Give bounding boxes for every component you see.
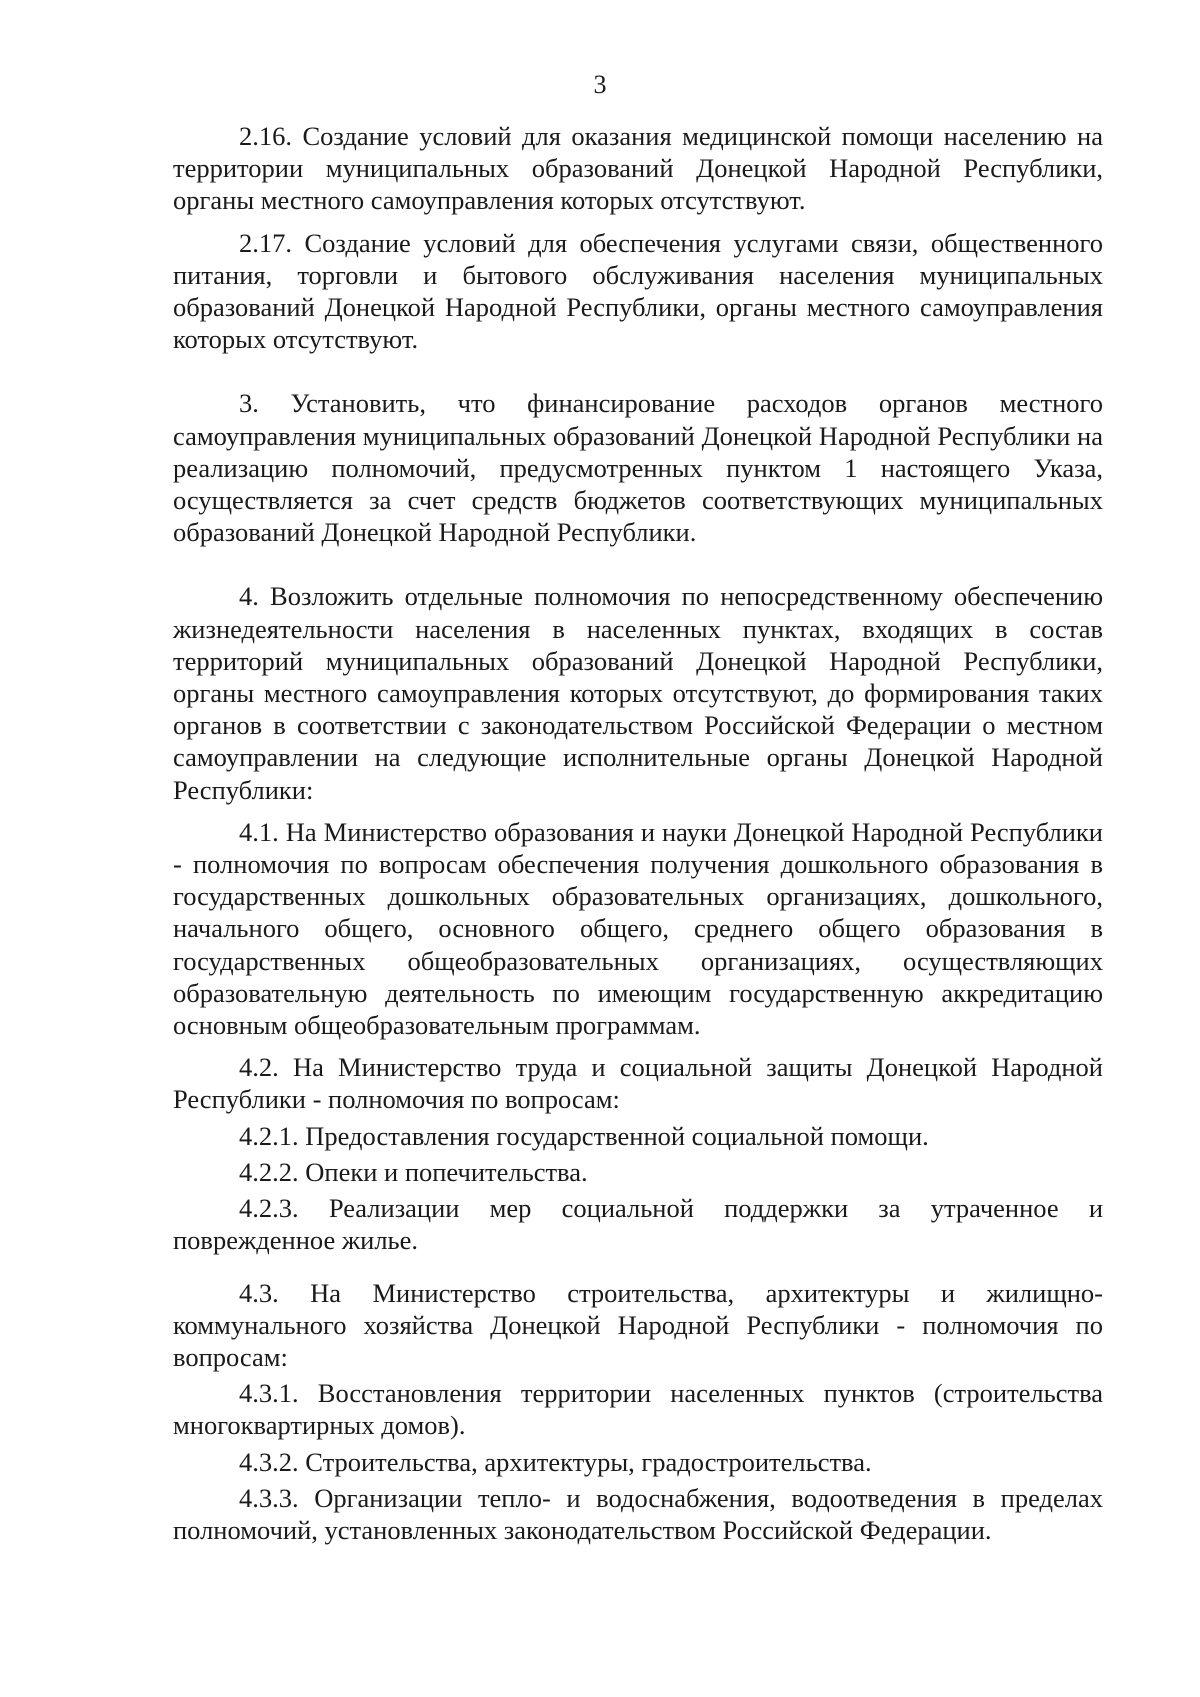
paragraph-4: 4. Возложить отдельные полномочия по непосредственному обеспечению жизнедеятельности населения в населенных пунктах, входящих в состав территорий муниципальных образований Донецкой Народной Республики, органы местного самоуправления которых отсутствуют, до формирования таких органов в соответствии с законодательством Российской Федерации о местном самоуправлении на следующие исполнительные органы Донецкой Народной Республики: [173,581,1103,805]
paragraph-4-2-1: 4.2.1. Предоставления государственной социальной помощи. [239,1120,929,1151]
paragraph-4-3-3: 4.3.3. Организации тепло- и водоснабжения, водоотведения в пределах полномочий, установленных законодательством Российской Федерации. [173,1482,1103,1545]
paragraph-4-2-2: 4.2.2. Опеки и попечительства. [239,1156,588,1187]
document-body [173,120,1103,1546]
paragraph-4-3: 4.3. На Министерство строительства, архитектуры и жилищно-коммунального хозяйства Донецкой Народной Республики - полномочия по вопросам: [173,1277,1103,1372]
paragraph-3: 3. Установить, что финансирование расходов органов местного самоуправления муниципальных образований Донецкой Народной Республики на реализацию полномочий, предусмотренных пунктом 1 настоящего Указа, осуществляется за счет средств бюджетов соответствующих муниципальных образований Донецкой Народной Республики. [173,388,1103,548]
paragraph-4-3-1: 4.3.1. Восстановления территории населенных пунктов (строительства многоквартирных домов). [173,1378,1103,1441]
paragraph-4-2-3: 4.2.3. Реализации мер социальной поддержки за утраченное и поврежденное жилье. [173,1193,1103,1256]
paragraph-4-1: 4.1. На Министерство образования и науки Донецкой Народной Республики - полномочия по вопросам обеспечения получения дошкольного образования в государственных дошкольных образовательных организациях, дошкольного, начального общего, основного общего, среднего общего образования в государственных общеобразовательных организациях, осуществляющих образовательную деятельность по имеющим государственную аккредитацию основным общеобразовательным программам. [173,816,1103,1041]
paragraph-2-17: 2.17. Создание условий для обеспечения услугами связи, общественного питания, торговли и бытового обслуживания населения муниципальных образований Донецкой Народной Республики, органы местного самоуправления которых отсутствуют. [173,227,1103,355]
paragraph-4-2: 4.2. На Министерство труда и социальной защиты Донецкой Народной Республики - полномочия по вопросам: [173,1052,1103,1115]
paragraph-2-16: 2.16. Создание условий для оказания медицинской помощи населению на территории муниципальных образований Донецкой Народной Республики, органы местного самоуправления которых отсутствуют. [173,121,1103,216]
page-number: 3 [593,70,607,99]
paragraph-4-3-2: 4.3.2. Строительства, архитектуры, градостроительства. [239,1446,872,1477]
